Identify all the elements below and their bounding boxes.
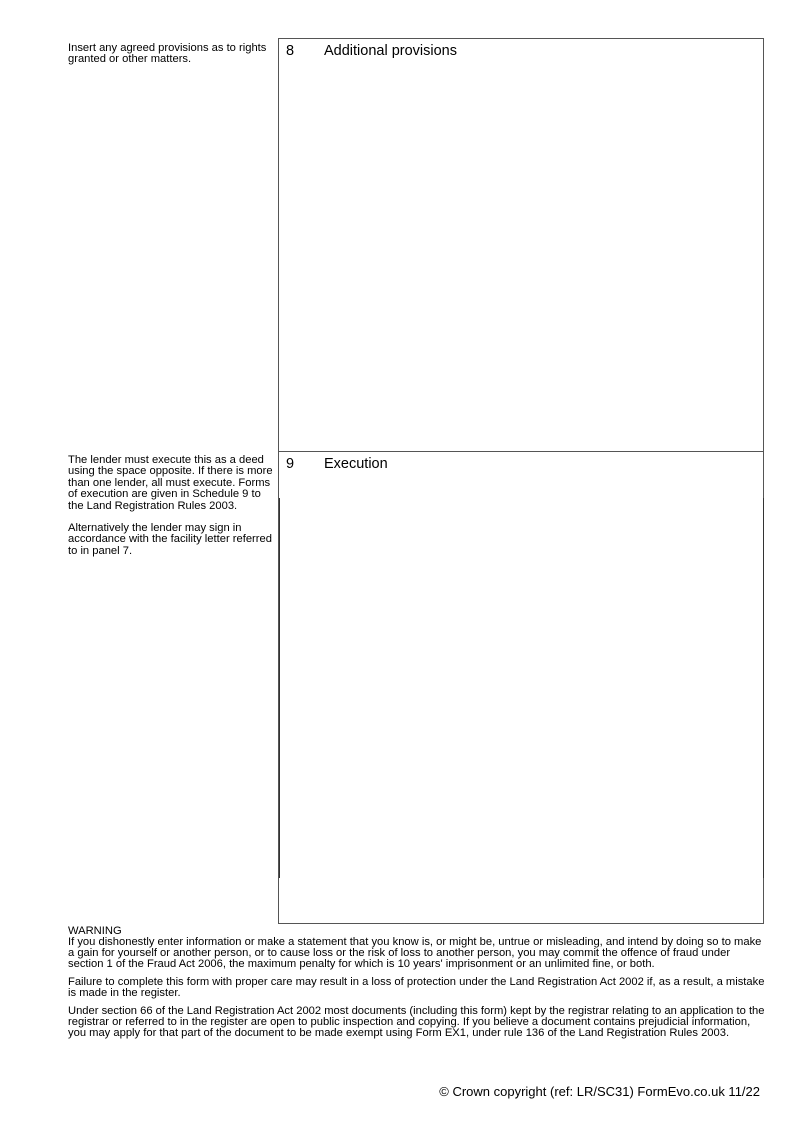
panel-8-title: Additional provisions: [324, 43, 457, 59]
warning-section: [68, 926, 768, 1046]
panel-9-heading: [286, 456, 388, 472]
warning-paragraph-1: If you dishonestly enter information or make a statement that you know is, or might be, untrue or misleading, and intend by doing so to make a gain for yourself or another person, or to cause loss or the risk of loss to another person, you may commit the offence of fraud under section 1 of the Fraud Act 2006, the maximum penalty for which is 10 years' imprisonment or an unlimited fine, or both.: [68, 936, 762, 970]
panel-9-note-1: The lender must execute this as a deed using the space opposite. If there is more than one lender, all must execute. Forms of execution are given in Schedule 9 to the Land Registration Rules 2003.: [68, 454, 273, 512]
panel-8-additional-provisions[interactable]: [278, 38, 764, 452]
warning-paragraph-2: Failure to complete this form with proper care may result in a loss of protection under the Land Registration Act 2002 if, as a result, a mistake is made in the register.: [68, 976, 765, 999]
panel-8-number: 8: [286, 43, 295, 59]
execution-left-border: [279, 498, 280, 878]
copyright-notice: © Crown copyright (ref: LR/SC31) FormEvo.co.uk 11/22: [439, 1084, 760, 1099]
panel-9-title: Execution: [324, 456, 388, 472]
panel-8-heading: [286, 43, 457, 59]
warning-paragraph-3: Under section 66 of the Land Registration Act 2002 most documents (including this form) kept by the registrar relating to an application to the registrar or referred to in the register are open to public inspection and copying. If you believe a document contains prejudicial information, you may apply for that part of the document to be made exempt using Form EX1, under rule 136 of the Land Registration Rules 2003.: [68, 1005, 765, 1039]
warning-heading: WARNING: [68, 925, 122, 937]
panel-9-note-2: Alternatively the lender may sign in accordance with the facility letter referred to in panel 7.: [68, 522, 272, 557]
panel-8-note: Insert any agreed provisions as to rights granted or other matters.: [68, 42, 267, 66]
panel-9-execution[interactable]: [278, 451, 764, 924]
panel-9-number: 9: [286, 456, 295, 472]
execution-right-border: [763, 498, 764, 878]
panel-8-instructions: [68, 43, 274, 77]
panel-9-instructions: [68, 455, 274, 568]
